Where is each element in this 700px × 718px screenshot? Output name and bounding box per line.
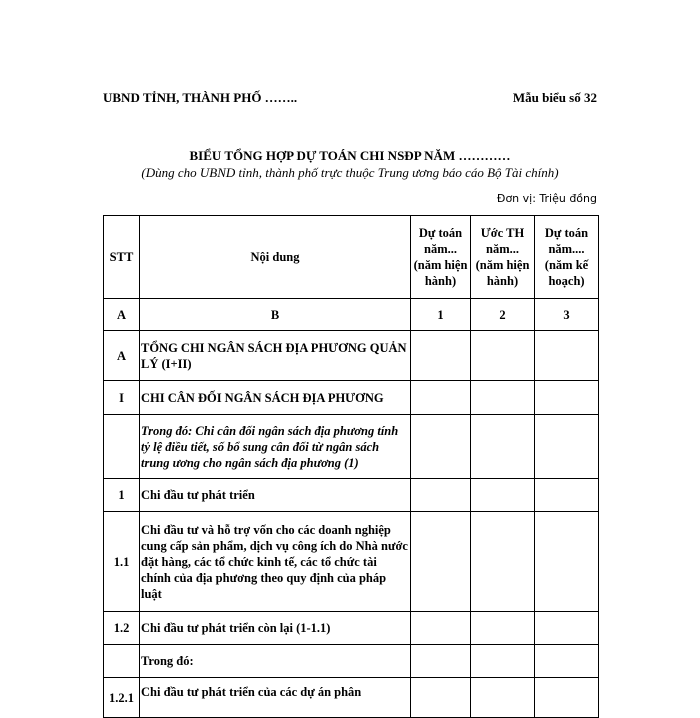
row-stt: I xyxy=(104,381,140,415)
row-value-3 xyxy=(535,678,599,718)
row-value-1 xyxy=(411,331,471,381)
row-content: Chi đầu tư phát triển còn lại (1-1.1) xyxy=(140,612,411,645)
table-row xyxy=(104,645,599,678)
row-value-1 xyxy=(411,645,471,678)
row-value-2 xyxy=(471,415,535,479)
row-content: B xyxy=(140,299,411,331)
row-value-1 xyxy=(411,479,471,512)
row-content: Trong đó: xyxy=(140,645,411,678)
row-value-3 xyxy=(535,331,599,381)
row-stt: 1.1 xyxy=(104,512,140,612)
header-col3: Dự toán năm.... (năm kế hoạch) xyxy=(535,216,599,299)
row-value-2 xyxy=(471,678,535,718)
row-value-2: 2 xyxy=(471,299,535,331)
row-stt: A xyxy=(104,299,140,331)
row-value-2 xyxy=(471,479,535,512)
row-value-1: 1 xyxy=(411,299,471,331)
header-col2: Ước TH năm... (năm hiện hành) xyxy=(471,216,535,299)
row-content: Chi đầu tư phát triển của các dự án phân xyxy=(140,678,411,718)
table-row xyxy=(104,612,599,645)
row-stt: 1.2 xyxy=(104,612,140,645)
table-row xyxy=(104,299,599,331)
row-value-2 xyxy=(471,331,535,381)
document-subtitle: (Dùng cho UBND tỉnh, thành phố trực thuộc Trung ương báo cáo Bộ Tài chính) xyxy=(141,165,559,180)
row-value-1 xyxy=(411,415,471,479)
row-content: Chi đầu tư phát triển xyxy=(140,479,411,512)
document-title: BIỂU TỔNG HỢP DỰ TOÁN CHI NSĐP NĂM ………… xyxy=(189,148,511,163)
row-stt: 1.2.1 xyxy=(104,678,140,718)
table-header-row xyxy=(104,216,599,299)
table-row xyxy=(104,381,599,415)
row-content: TỔNG CHI NGÂN SÁCH ĐỊA PHƯƠNG QUẢN LÝ (I+II) xyxy=(140,331,411,381)
row-content: CHI CÂN ĐỐI NGÂN SÁCH ĐỊA PHƯƠNG xyxy=(140,381,411,415)
row-stt: A xyxy=(104,331,140,381)
row-value-1 xyxy=(411,678,471,718)
row-content: Chi đầu tư và hỗ trợ vốn cho các doanh nghiệp cung cấp sản phẩm, dịch vụ công ích do Nhà nước đặt hàng, các tổ chức kinh tế, các tổ chức tài chính của địa phương theo quy định của pháp luật xyxy=(140,512,411,612)
header-stt: STT xyxy=(104,216,140,299)
issuing-authority: UBND TỈNH, THÀNH PHỐ …….. xyxy=(103,90,298,105)
row-value-3 xyxy=(535,479,599,512)
form-number: Mẫu biểu số 32 xyxy=(512,90,597,105)
row-value-3 xyxy=(535,645,599,678)
row-value-1 xyxy=(411,612,471,645)
row-value-3: 3 xyxy=(535,299,599,331)
row-value-3 xyxy=(535,512,599,612)
unit-label: Đơn vị: Triệu đồng xyxy=(496,192,597,205)
row-value-3 xyxy=(535,415,599,479)
row-stt xyxy=(104,645,140,678)
row-value-3 xyxy=(535,612,599,645)
table-row xyxy=(104,512,599,612)
row-value-2 xyxy=(471,645,535,678)
table-row xyxy=(104,678,599,718)
table-row xyxy=(104,479,599,512)
row-value-2 xyxy=(471,381,535,415)
budget-table xyxy=(103,215,599,718)
table-row xyxy=(104,415,599,479)
row-value-3 xyxy=(535,381,599,415)
row-content: Trong đó: Chi cân đối ngân sách địa phương tính tỷ lệ điều tiết, số bổ sung cân đối từ ngân sách trung ương cho ngân sách địa phương (1) xyxy=(140,415,411,479)
row-value-2 xyxy=(471,512,535,612)
header-col1: Dự toán năm... (năm hiện hành) xyxy=(411,216,471,299)
row-value-2 xyxy=(471,612,535,645)
row-stt: 1 xyxy=(104,479,140,512)
header-content: Nội dung xyxy=(140,216,411,299)
row-value-1 xyxy=(411,381,471,415)
table-row xyxy=(104,331,599,381)
row-stt xyxy=(104,415,140,479)
row-value-1 xyxy=(411,512,471,612)
